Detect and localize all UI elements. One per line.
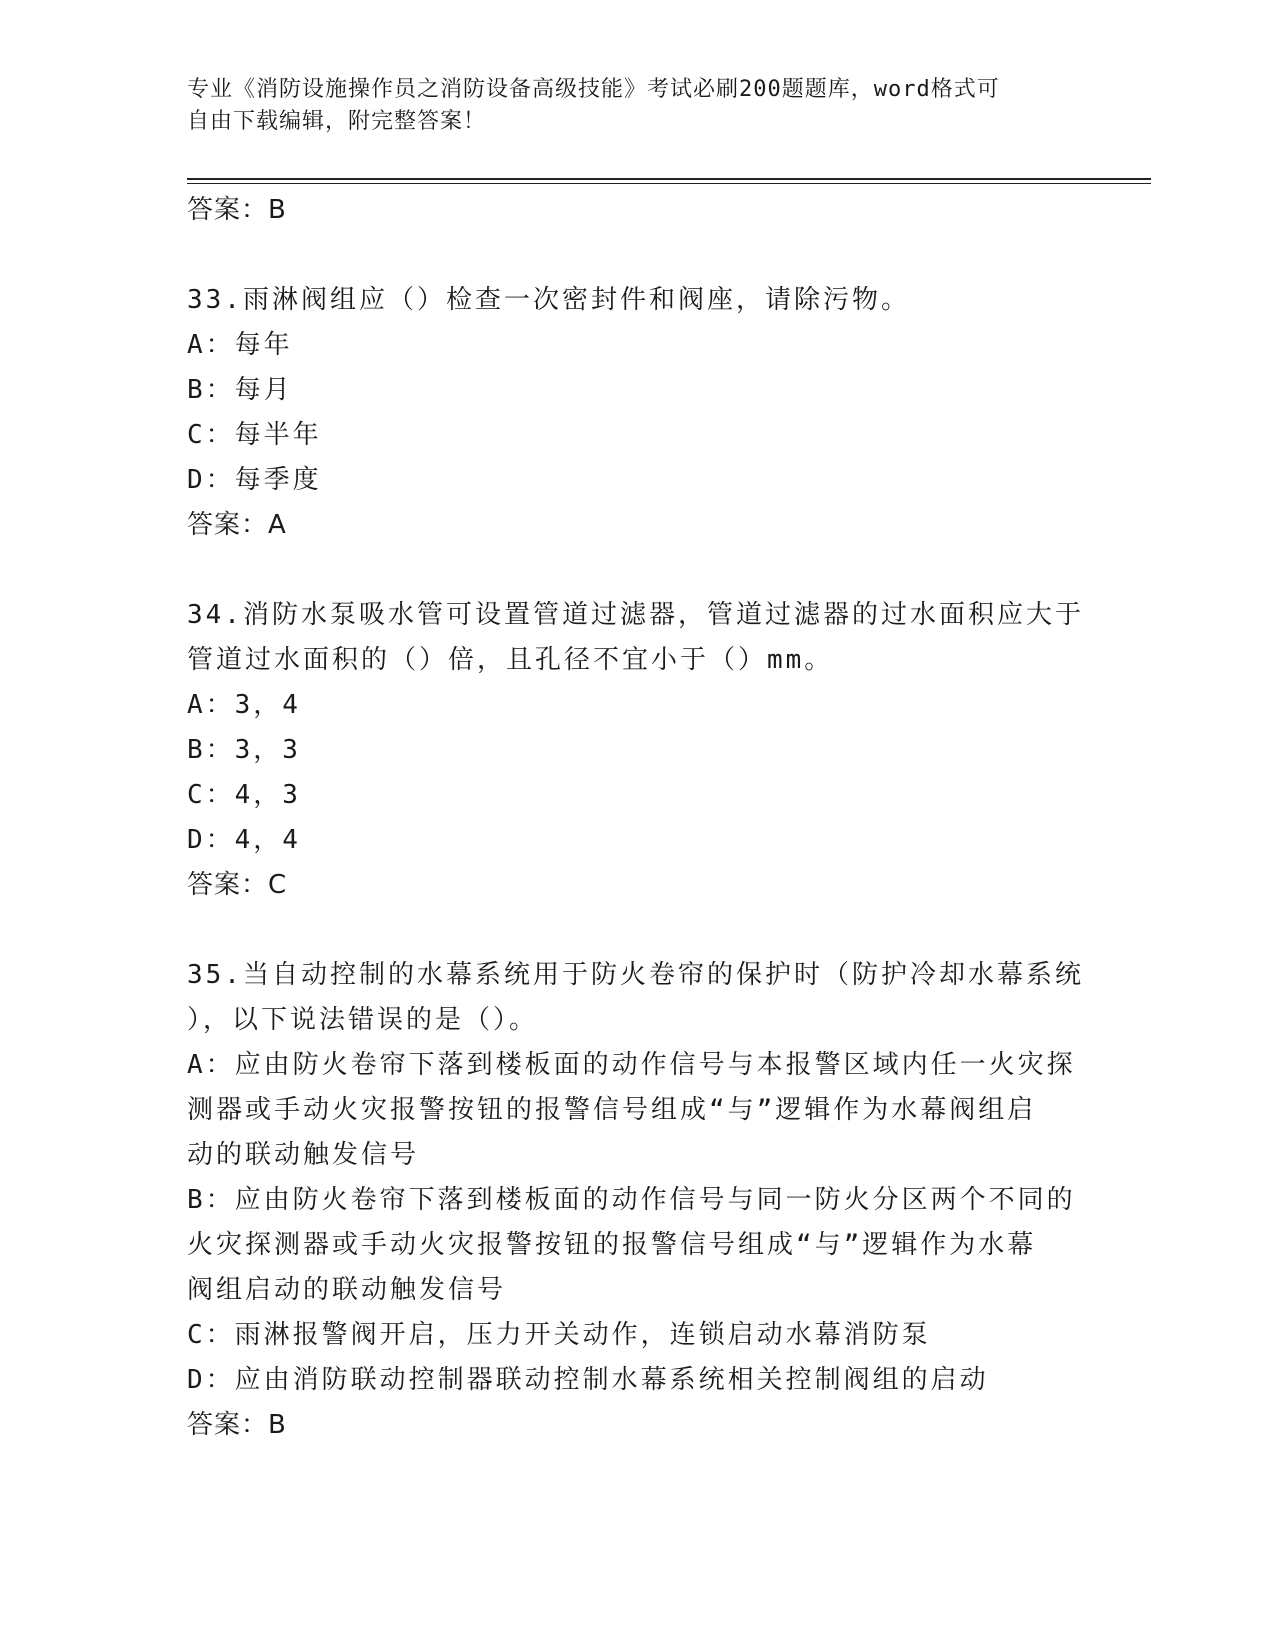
question-35-option-a-line-2: 测器或手动火灾报警按钮的报警信号组成“与”逻辑作为水幕阀组启	[187, 1095, 1037, 1125]
document-header	[187, 74, 1067, 138]
header-divider-thick	[187, 178, 1151, 180]
question-33-option-d: D：每季度	[187, 465, 322, 495]
header-line-1: 专业《消防设施操作员之消防设备高级技能》考试必刷200题题库，word格式可	[187, 77, 1000, 102]
question-34-option-c: C：4，3	[187, 780, 301, 810]
question-list	[187, 188, 1087, 1448]
question-34-option-b: B：3，3	[187, 735, 301, 765]
previous-answer: 答案：B	[187, 195, 287, 225]
question-35-text-line-2: ），以下说法错误的是（）。	[187, 1005, 539, 1035]
question-35-option-b-line-3: 阀组启动的联动触发信号	[187, 1275, 507, 1305]
question-35-option-a-line-1: A：应由防火卷帘下落到楼板面的动作信号与本报警区域内任一火灾探	[187, 1050, 1076, 1080]
question-33-option-c: C：每半年	[187, 420, 322, 450]
question-35-option-d: D：应由消防联动控制器联动控制水幕系统相关控制阀组的启动	[187, 1365, 989, 1395]
question-35	[187, 953, 1087, 1448]
question-33-answer: 答案：A	[187, 510, 287, 540]
question-35-text-line-1: 35.当自动控制的水幕系统用于防火卷帘的保护时（防护冷却水幕系统	[187, 960, 1084, 990]
question-33-option-b: B：每月	[187, 375, 293, 405]
question-34	[187, 593, 1087, 908]
question-34-option-d: D：4，4	[187, 825, 301, 855]
question-34-answer: 答案：C	[187, 870, 288, 900]
question-35-option-a-line-3: 动的联动触发信号	[187, 1140, 420, 1170]
header-line-2: 自由下载编辑，附完整答案！	[187, 109, 487, 134]
question-33-text: 33.雨淋阀组应（）检查一次密封件和阀座，请除污物。	[187, 285, 910, 315]
question-34-option-a: A：3，4	[187, 690, 301, 720]
question-35-answer: 答案：B	[187, 1410, 287, 1440]
question-35-option-c: C：雨淋报警阀开启，压力开关动作，连锁启动水幕消防泵	[187, 1320, 931, 1350]
question-35-option-b-line-1: B：应由防火卷帘下落到楼板面的动作信号与同一防火分区两个不同的	[187, 1185, 1076, 1215]
question-33-option-a: A：每年	[187, 330, 293, 360]
question-35-option-b-line-2: 火灾探测器或手动火灾报警按钮的报警信号组成“与”逻辑作为水幕	[187, 1230, 1037, 1260]
question-34-text-line-2: 管道过水面积的（）倍，且孔径不宜小于（）mm。	[187, 645, 834, 675]
header-divider-thin	[187, 183, 1151, 184]
question-34-text-line-1: 34.消防水泵吸水管可设置管道过滤器，管道过滤器的过水面积应大于	[187, 600, 1084, 630]
question-33	[187, 278, 1087, 548]
